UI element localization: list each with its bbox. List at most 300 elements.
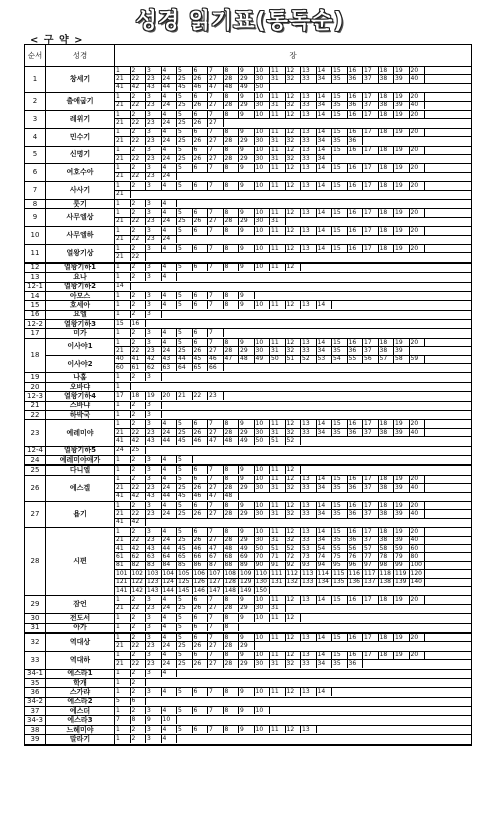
chapter-checkbox[interactable]: 41 [115,437,131,444]
chapter-checkbox[interactable]: 7 [208,476,224,483]
chapter-checkbox[interactable]: 54 [317,545,333,552]
chapter-checkbox[interactable]: 8 [224,93,240,100]
chapter-checkbox[interactable]: 21 [115,173,131,180]
chapter-checkbox[interactable]: 11 [270,614,286,621]
chapter-checkbox[interactable]: 39 [394,537,410,544]
chapter-checkbox[interactable]: 1 [115,614,131,621]
chapter-checkbox[interactable]: 19 [394,147,410,154]
chapter-checkbox[interactable]: 42 [131,437,147,444]
chapter-checkbox[interactable]: 9 [239,111,255,118]
chapter-checkbox[interactable]: 7 [208,329,224,336]
chapter-checkbox[interactable]: 3 [146,273,162,280]
chapter-checkbox[interactable]: 7 [208,339,224,346]
chapter-checkbox[interactable]: 7 [208,164,224,171]
chapter-checkbox[interactable]: 18 [379,147,395,154]
chapter-checkbox[interactable]: 2 [131,209,147,216]
chapter-checkbox[interactable]: 11 [270,164,286,171]
chapter-checkbox[interactable]: 7 [208,707,224,714]
chapter-checkbox[interactable]: 10 [255,707,271,714]
chapter-checkbox[interactable]: 46 [193,545,209,552]
chapter-checkbox[interactable]: 38 [379,484,395,491]
chapter-checkbox[interactable]: 11 [270,339,286,346]
chapter-checkbox[interactable]: 26 [193,510,209,517]
chapter-checkbox[interactable]: 34 [317,102,333,109]
chapter-checkbox[interactable]: 22 [193,392,209,399]
chapter-checkbox[interactable]: 46 [193,437,209,444]
chapter-checkbox[interactable]: 7 [208,528,224,535]
chapter-checkbox[interactable]: 38 [379,429,395,436]
chapter-checkbox[interactable]: 2 [131,726,147,733]
chapter-checkbox[interactable]: 25 [177,119,193,126]
chapter-checkbox[interactable]: 5 [177,227,193,234]
chapter-checkbox[interactable]: 41 [115,84,131,91]
chapter-checkbox[interactable]: 23 [146,484,162,491]
chapter-checkbox[interactable]: 24 [162,102,178,109]
chapter-checkbox[interactable]: 2 [131,182,147,189]
chapter-checkbox[interactable]: 19 [394,528,410,535]
chapter-checkbox[interactable]: 14 [317,688,333,695]
chapter-checkbox[interactable]: 1 [115,301,131,308]
chapter-checkbox[interactable]: 14 [317,339,333,346]
chapter-checkbox[interactable]: 36 [348,102,364,109]
chapter-checkbox[interactable]: 25 [131,447,147,454]
chapter-checkbox[interactable]: 28 [224,429,240,436]
chapter-checkbox[interactable]: 17 [363,502,379,509]
chapter-checkbox[interactable]: 43 [146,437,162,444]
chapter-checkbox[interactable]: 15 [332,147,348,154]
chapter-checkbox[interactable]: 34 [317,660,333,667]
chapter-checkbox[interactable]: 19 [394,596,410,603]
chapter-checkbox[interactable]: 50 [255,545,271,552]
chapter-checkbox[interactable]: 47 [224,356,240,363]
chapter-checkbox[interactable]: 28 [224,75,240,82]
chapter-checkbox[interactable]: 2 [131,245,147,252]
chapter-checkbox[interactable]: 19 [394,227,410,234]
chapter-checkbox[interactable]: 18 [379,67,395,74]
chapter-checkbox[interactable]: 72 [286,553,302,560]
chapter-checkbox[interactable]: 31 [270,218,286,225]
chapter-checkbox[interactable]: 11 [270,634,286,641]
chapter-checkbox[interactable]: 34 [317,510,333,517]
chapter-checkbox[interactable]: 32 [286,510,302,517]
chapter-checkbox[interactable]: 26 [193,429,209,436]
chapter-checkbox[interactable]: 29 [239,137,255,144]
chapter-checkbox[interactable]: 12 [286,111,302,118]
chapter-checkbox[interactable]: 2 [131,292,147,299]
chapter-checkbox[interactable]: 7 [208,614,224,621]
chapter-checkbox[interactable]: 14 [317,245,333,252]
chapter-checkbox[interactable]: 9 [239,264,255,271]
chapter-checkbox[interactable]: 1 [115,670,131,677]
chapter-checkbox[interactable]: 4 [162,164,178,171]
chapter-checkbox[interactable]: 4 [162,456,178,463]
chapter-checkbox[interactable]: 19 [146,392,162,399]
chapter-checkbox[interactable]: 6 [193,339,209,346]
chapter-checkbox[interactable]: 5 [177,209,193,216]
chapter-checkbox[interactable]: 23 [208,392,224,399]
chapter-checkbox[interactable]: 68 [224,553,240,560]
chapter-checkbox[interactable]: 1 [115,402,131,409]
chapter-checkbox[interactable]: 65 [193,364,209,371]
chapter-checkbox[interactable]: 63 [162,364,178,371]
chapter-checkbox[interactable]: 22 [131,236,147,243]
chapter-checkbox[interactable]: 12 [286,420,302,427]
chapter-checkbox[interactable]: 8 [224,502,240,509]
chapter-checkbox[interactable]: 4 [162,292,178,299]
chapter-checkbox[interactable]: 3 [146,735,162,742]
chapter-checkbox[interactable]: 6 [193,227,209,234]
chapter-checkbox[interactable]: 32 [286,660,302,667]
chapter-checkbox[interactable]: 5 [177,726,193,733]
chapter-checkbox[interactable]: 128 [224,579,240,586]
chapter-checkbox[interactable]: 8 [224,301,240,308]
chapter-checkbox[interactable]: 23 [146,510,162,517]
chapter-checkbox[interactable]: 5 [177,93,193,100]
chapter-checkbox[interactable]: 2 [131,402,147,409]
chapter-checkbox[interactable]: 26 [193,218,209,225]
chapter-checkbox[interactable]: 125 [177,579,193,586]
chapter-checkbox[interactable]: 6 [193,182,209,189]
chapter-checkbox[interactable]: 144 [162,587,178,594]
chapter-checkbox[interactable]: 20 [410,67,426,74]
chapter-checkbox[interactable]: 7 [208,182,224,189]
chapter-checkbox[interactable]: 6 [193,624,209,631]
chapter-checkbox[interactable]: 18 [131,392,147,399]
chapter-checkbox[interactable]: 22 [131,155,147,162]
chapter-checkbox[interactable]: 31 [270,137,286,144]
chapter-checkbox[interactable]: 1 [115,528,131,535]
chapter-checkbox[interactable]: 10 [255,182,271,189]
chapter-checkbox[interactable]: 37 [363,510,379,517]
chapter-checkbox[interactable]: 16 [348,502,364,509]
chapter-checkbox[interactable]: 20 [410,227,426,234]
chapter-checkbox[interactable]: 14 [317,227,333,234]
chapter-checkbox[interactable]: 1 [115,735,131,742]
chapter-checkbox[interactable]: 48 [224,437,240,444]
chapter-checkbox[interactable]: 4 [162,329,178,336]
chapter-checkbox[interactable]: 23 [146,660,162,667]
chapter-checkbox[interactable]: 87 [208,562,224,569]
chapter-checkbox[interactable]: 8 [224,129,240,136]
chapter-checkbox[interactable]: 1 [115,164,131,171]
chapter-checkbox[interactable]: 77 [363,553,379,560]
chapter-checkbox[interactable]: 70 [255,553,271,560]
chapter-checkbox[interactable]: 27 [208,605,224,612]
chapter-checkbox[interactable]: 82 [131,562,147,569]
chapter-checkbox[interactable]: 89 [239,562,255,569]
chapter-checkbox[interactable]: 9 [146,716,162,723]
chapter-checkbox[interactable]: 112 [286,570,302,577]
chapter-checkbox[interactable]: 4 [162,264,178,271]
chapter-checkbox[interactable]: 28 [224,510,240,517]
chapter-checkbox[interactable]: 126 [193,579,209,586]
chapter-checkbox[interactable]: 22 [131,510,147,517]
chapter-checkbox[interactable]: 17 [363,420,379,427]
chapter-checkbox[interactable]: 3 [146,652,162,659]
chapter-checkbox[interactable]: 16 [348,634,364,641]
chapter-checkbox[interactable]: 14 [317,67,333,74]
chapter-checkbox[interactable]: 2 [131,596,147,603]
chapter-checkbox[interactable]: 1 [115,292,131,299]
chapter-checkbox[interactable]: 2 [131,614,147,621]
chapter-checkbox[interactable]: 9 [239,292,255,299]
chapter-checkbox[interactable]: 1 [115,596,131,603]
chapter-checkbox[interactable]: 48 [239,356,255,363]
chapter-checkbox[interactable]: 47 [208,493,224,500]
chapter-checkbox[interactable]: 31 [270,660,286,667]
chapter-checkbox[interactable]: 5 [177,624,193,631]
chapter-checkbox[interactable]: 3 [146,466,162,473]
chapter-checkbox[interactable]: 19 [394,634,410,641]
chapter-checkbox[interactable]: 8 [224,182,240,189]
chapter-checkbox[interactable]: 15 [332,634,348,641]
chapter-checkbox[interactable]: 4 [162,273,178,280]
chapter-checkbox[interactable]: 12 [286,528,302,535]
chapter-checkbox[interactable]: 3 [146,528,162,535]
chapter-checkbox[interactable]: 47 [208,545,224,552]
chapter-checkbox[interactable]: 6 [193,147,209,154]
chapter-checkbox[interactable]: 20 [162,392,178,399]
chapter-checkbox[interactable]: 22 [131,537,147,544]
chapter-checkbox[interactable]: 10 [255,528,271,535]
chapter-checkbox[interactable]: 17 [363,67,379,74]
chapter-checkbox[interactable]: 45 [177,84,193,91]
chapter-checkbox[interactable]: 53 [301,545,317,552]
chapter-checkbox[interactable]: 17 [363,634,379,641]
chapter-checkbox[interactable]: 6 [193,111,209,118]
chapter-checkbox[interactable]: 16 [348,476,364,483]
chapter-checkbox[interactable]: 46 [193,493,209,500]
chapter-checkbox[interactable]: 16 [348,164,364,171]
chapter-checkbox[interactable]: 2 [131,688,147,695]
chapter-checkbox[interactable]: 18 [379,245,395,252]
chapter-checkbox[interactable]: 13 [301,652,317,659]
chapter-checkbox[interactable]: 1 [115,502,131,509]
chapter-checkbox[interactable]: 16 [348,227,364,234]
chapter-checkbox[interactable]: 4 [162,707,178,714]
chapter-checkbox[interactable]: 39 [394,347,410,354]
chapter-checkbox[interactable]: 32 [286,75,302,82]
chapter-checkbox[interactable]: 142 [131,587,147,594]
chapter-checkbox[interactable]: 30 [255,510,271,517]
chapter-checkbox[interactable]: 101 [115,570,131,577]
chapter-checkbox[interactable]: 28 [224,642,240,649]
chapter-checkbox[interactable]: 117 [363,570,379,577]
chapter-checkbox[interactable]: 8 [224,292,240,299]
chapter-checkbox[interactable]: 49 [239,545,255,552]
chapter-checkbox[interactable]: 5 [177,129,193,136]
chapter-checkbox[interactable]: 3 [146,614,162,621]
chapter-checkbox[interactable]: 1 [115,688,131,695]
chapter-checkbox[interactable]: 1 [115,476,131,483]
chapter-checkbox[interactable]: 10 [255,111,271,118]
chapter-checkbox[interactable]: 105 [177,570,193,577]
chapter-checkbox[interactable]: 3 [146,301,162,308]
chapter-checkbox[interactable]: 10 [255,339,271,346]
chapter-checkbox[interactable]: 29 [239,429,255,436]
chapter-checkbox[interactable]: 36 [348,510,364,517]
chapter-checkbox[interactable]: 1 [115,456,131,463]
chapter-checkbox[interactable]: 40 [410,510,426,517]
chapter-checkbox[interactable]: 37 [363,484,379,491]
chapter-checkbox[interactable]: 26 [193,484,209,491]
chapter-checkbox[interactable]: 26 [193,642,209,649]
chapter-checkbox[interactable]: 6 [193,726,209,733]
chapter-checkbox[interactable]: 17 [363,147,379,154]
chapter-checkbox[interactable]: 6 [193,67,209,74]
chapter-checkbox[interactable]: 20 [410,245,426,252]
chapter-checkbox[interactable]: 6 [193,164,209,171]
chapter-checkbox[interactable]: 17 [363,209,379,216]
chapter-checkbox[interactable]: 25 [177,347,193,354]
chapter-checkbox[interactable]: 10 [255,420,271,427]
chapter-checkbox[interactable]: 6 [193,707,209,714]
chapter-checkbox[interactable]: 3 [146,129,162,136]
chapter-checkbox[interactable]: 45 [177,545,193,552]
chapter-checkbox[interactable]: 85 [177,562,193,569]
chapter-checkbox[interactable]: 98 [379,562,395,569]
chapter-checkbox[interactable]: 60 [115,364,131,371]
chapter-checkbox[interactable]: 10 [255,652,271,659]
chapter-checkbox[interactable]: 2 [131,707,147,714]
chapter-checkbox[interactable]: 29 [239,660,255,667]
chapter-checkbox[interactable]: 24 [162,429,178,436]
chapter-checkbox[interactable]: 47 [208,84,224,91]
chapter-checkbox[interactable]: 11 [270,528,286,535]
chapter-checkbox[interactable]: 10 [255,596,271,603]
chapter-checkbox[interactable]: 96 [348,562,364,569]
chapter-checkbox[interactable]: 58 [379,545,395,552]
chapter-checkbox[interactable]: 5 [177,707,193,714]
chapter-checkbox[interactable]: 110 [255,570,271,577]
chapter-checkbox[interactable]: 15 [332,164,348,171]
chapter-checkbox[interactable]: 23 [146,102,162,109]
chapter-checkbox[interactable]: 30 [255,75,271,82]
chapter-checkbox[interactable]: 14 [317,634,333,641]
chapter-checkbox[interactable]: 15 [332,111,348,118]
chapter-checkbox[interactable]: 11 [270,476,286,483]
chapter-checkbox[interactable]: 5 [177,329,193,336]
chapter-checkbox[interactable]: 26 [193,102,209,109]
chapter-checkbox[interactable]: 12 [286,652,302,659]
chapter-checkbox[interactable]: 4 [162,466,178,473]
chapter-checkbox[interactable]: 8 [224,67,240,74]
chapter-checkbox[interactable]: 14 [317,596,333,603]
chapter-checkbox[interactable]: 33 [301,102,317,109]
chapter-checkbox[interactable]: 19 [394,111,410,118]
chapter-checkbox[interactable]: 9 [239,476,255,483]
chapter-checkbox[interactable]: 16 [348,209,364,216]
chapter-checkbox[interactable]: 51 [270,437,286,444]
chapter-checkbox[interactable]: 4 [162,688,178,695]
chapter-checkbox[interactable]: 90 [255,562,271,569]
chapter-checkbox[interactable]: 2 [131,329,147,336]
chapter-checkbox[interactable]: 12 [286,209,302,216]
chapter-checkbox[interactable]: 1 [115,383,131,390]
chapter-checkbox[interactable]: 41 [115,493,131,500]
chapter-checkbox[interactable]: 30 [255,218,271,225]
chapter-checkbox[interactable]: 4 [162,200,178,207]
chapter-checkbox[interactable]: 76 [348,553,364,560]
chapter-checkbox[interactable]: 28 [224,660,240,667]
chapter-checkbox[interactable]: 3 [146,227,162,234]
chapter-checkbox[interactable]: 1 [115,182,131,189]
chapter-checkbox[interactable]: 20 [410,502,426,509]
chapter-checkbox[interactable]: 21 [115,347,131,354]
chapter-checkbox[interactable]: 111 [270,570,286,577]
chapter-checkbox[interactable]: 34 [317,347,333,354]
chapter-checkbox[interactable]: 10 [255,688,271,695]
chapter-checkbox[interactable]: 29 [239,75,255,82]
chapter-checkbox[interactable]: 5 [177,652,193,659]
chapter-checkbox[interactable]: 18 [379,652,395,659]
chapter-checkbox[interactable]: 21 [115,660,131,667]
chapter-checkbox[interactable]: 6 [193,596,209,603]
chapter-checkbox[interactable]: 4 [162,420,178,427]
chapter-checkbox[interactable]: 4 [162,245,178,252]
chapter-checkbox[interactable]: 2 [131,420,147,427]
chapter-checkbox[interactable]: 3 [146,707,162,714]
chapter-checkbox[interactable]: 11 [270,596,286,603]
chapter-checkbox[interactable]: 33 [301,75,317,82]
chapter-checkbox[interactable]: 21 [115,137,131,144]
chapter-checkbox[interactable]: 19 [394,476,410,483]
chapter-checkbox[interactable]: 1 [115,227,131,234]
chapter-checkbox[interactable]: 1 [115,329,131,336]
chapter-checkbox[interactable]: 1 [115,311,131,318]
chapter-checkbox[interactable]: 14 [317,652,333,659]
chapter-checkbox[interactable]: 103 [146,570,162,577]
chapter-checkbox[interactable]: 5 [177,420,193,427]
chapter-checkbox[interactable]: 13 [301,726,317,733]
chapter-checkbox[interactable]: 36 [348,537,364,544]
chapter-checkbox[interactable]: 3 [146,596,162,603]
chapter-checkbox[interactable]: 18 [379,420,395,427]
chapter-checkbox[interactable]: 1 [115,707,131,714]
chapter-checkbox[interactable]: 20 [410,209,426,216]
chapter-checkbox[interactable]: 34 [317,75,333,82]
chapter-checkbox[interactable]: 12 [286,264,302,271]
chapter-checkbox[interactable]: 16 [348,245,364,252]
chapter-checkbox[interactable]: 15 [115,320,131,327]
chapter-checkbox[interactable]: 6 [193,634,209,641]
chapter-checkbox[interactable]: 50 [270,356,286,363]
chapter-checkbox[interactable]: 9 [239,596,255,603]
chapter-checkbox[interactable]: 7 [208,111,224,118]
chapter-checkbox[interactable]: 40 [410,484,426,491]
chapter-checkbox[interactable]: 28 [224,102,240,109]
chapter-checkbox[interactable]: 23 [146,173,162,180]
chapter-checkbox[interactable]: 8 [224,466,240,473]
chapter-checkbox[interactable]: 3 [146,502,162,509]
chapter-checkbox[interactable]: 24 [115,447,131,454]
chapter-checkbox[interactable]: 16 [348,93,364,100]
chapter-checkbox[interactable]: 30 [255,429,271,436]
chapter-checkbox[interactable]: 60 [410,545,426,552]
chapter-checkbox[interactable]: 23 [146,347,162,354]
chapter-checkbox[interactable]: 119 [394,570,410,577]
chapter-checkbox[interactable]: 8 [224,624,240,631]
chapter-checkbox[interactable]: 18 [379,93,395,100]
chapter-checkbox[interactable]: 19 [394,129,410,136]
chapter-checkbox[interactable]: 7 [208,245,224,252]
chapter-checkbox[interactable]: 23 [146,119,162,126]
chapter-checkbox[interactable]: 37 [363,75,379,82]
chapter-checkbox[interactable]: 93 [301,562,317,569]
chapter-checkbox[interactable]: 53 [317,356,333,363]
chapter-checkbox[interactable]: 23 [146,605,162,612]
chapter-checkbox[interactable]: 4 [162,476,178,483]
